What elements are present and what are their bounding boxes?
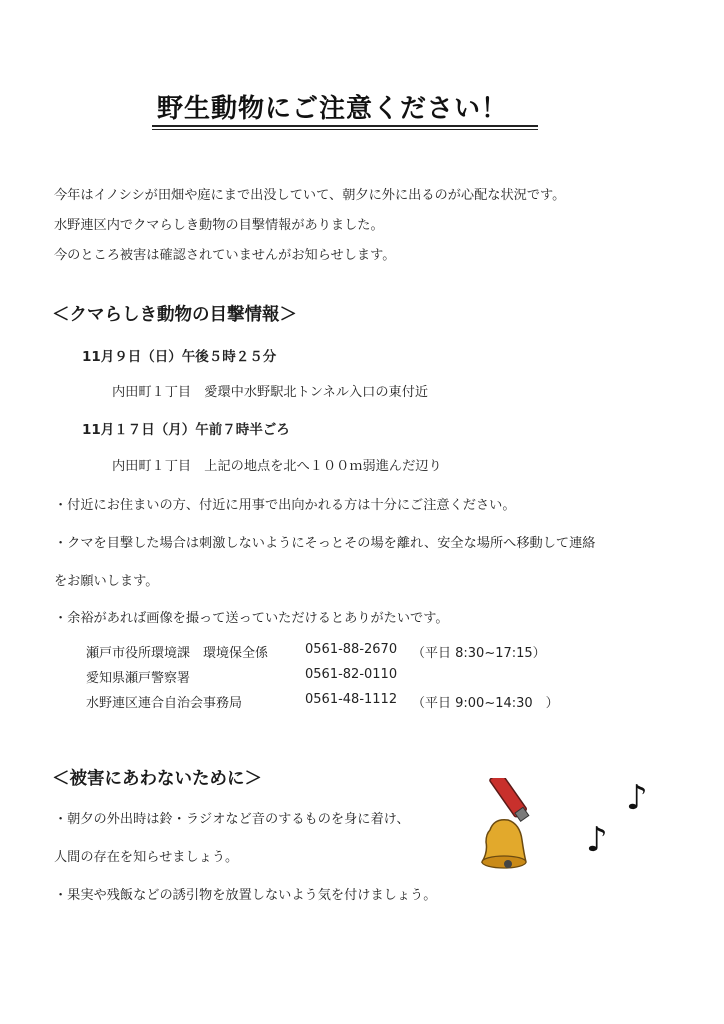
contact-name-3: 水野連区連合自治会事務局 xyxy=(86,696,243,711)
music-note-icon-2: ♪ xyxy=(586,820,608,860)
sighting-place-2: 内田町１丁目 上記の地点を北へ１００ｍ弱進んだ辺り xyxy=(112,459,442,474)
sighting-place-1: 内田町１丁目 愛環中水野駅北トンネル入口の東付近 xyxy=(112,385,429,400)
bell-icon xyxy=(468,778,568,878)
contact-name-2: 愛知県瀬戸警察署 xyxy=(86,671,191,686)
intro-line-3: 今のところ被害は確認されていませんがお知らせします。 xyxy=(54,248,396,263)
contact-hours-1: （平日 8:30~17:15） xyxy=(412,646,546,661)
prevention-line-2: 人間の存在を知らせましょう。 xyxy=(54,850,239,865)
notice-3: ・余裕があれば画像を撮って送っていただけるとありがたいです。 xyxy=(54,611,449,626)
sightings-heading: ＜クマらしき動物の目撃情報＞ xyxy=(52,305,297,325)
sighting-date-2: 11月１７日（月）午前７時半ごろ xyxy=(82,422,290,438)
notice-2-cont: をお願いします。 xyxy=(54,574,159,589)
prevention-line-1: ・朝夕の外出時は鈴・ラジオなど音のするものを身に着け、 xyxy=(54,812,410,827)
contact-phone-1: 0561-88-2670 xyxy=(305,642,398,657)
title-underline-thin xyxy=(152,129,538,130)
prevention-line-3: ・果実や残飯などの誘引物を放置しないよう気を付けましょう。 xyxy=(54,888,437,903)
intro-line-1: 今年はイノシシが田畑や庭にまで出没していて、朝夕に外に出るのが心配な状況です。 xyxy=(54,188,566,203)
contact-phone-3: 0561-48-1112 xyxy=(305,692,398,707)
page-title: 野生動物にご注意ください！ xyxy=(157,94,509,124)
contact-phone-2: 0561-82-0110 xyxy=(305,667,398,682)
contact-name-1: 瀬戸市役所環境課 環境保全係 xyxy=(86,646,269,661)
sighting-date-1: 11月９日（日）午後５時２５分 xyxy=(82,349,277,365)
notice-2: ・クマを目撃した場合は刺激しないようにそっとその場を離れ、安全な場所へ移動して連絡 xyxy=(54,536,596,551)
prevention-heading: ＜被害にあわないために＞ xyxy=(52,769,262,789)
notice-1: ・付近にお住まいの方、付近に用事で出向かれる方は十分にご注意ください。 xyxy=(54,498,516,513)
title-underline xyxy=(152,125,538,127)
intro-line-2: 水野連区内でクマらしき動物の目撃情報がありました。 xyxy=(54,218,384,233)
contact-hours-3: （平日 9:00~14:30 ） xyxy=(412,696,559,711)
music-note-icon: ♪ xyxy=(626,778,648,818)
